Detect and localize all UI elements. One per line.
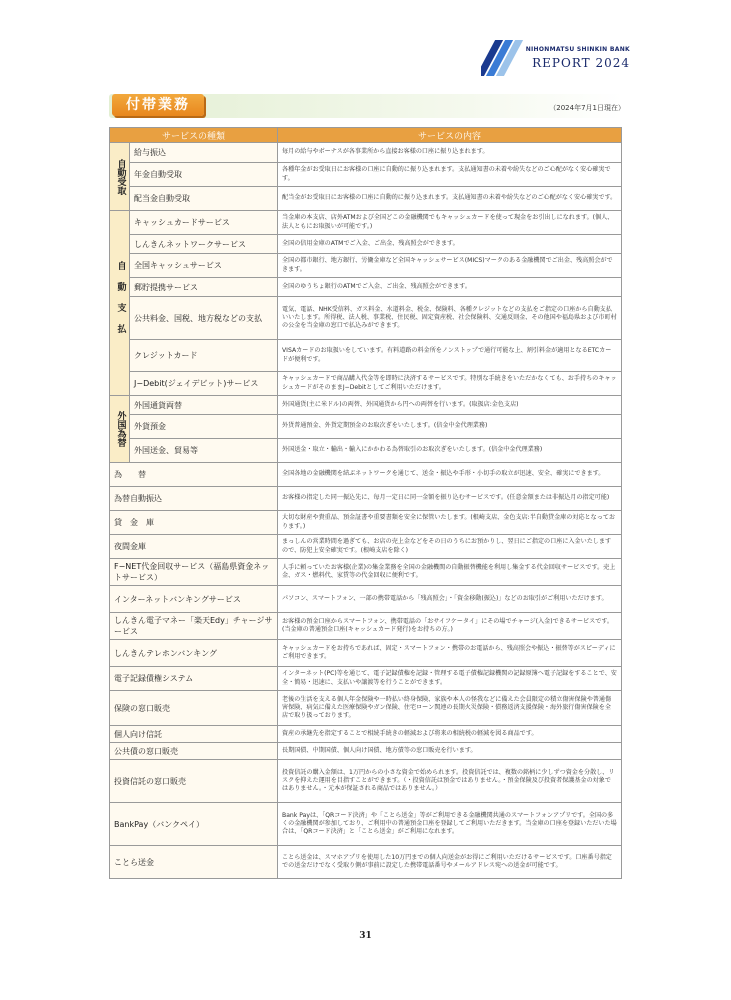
service-description: インターネット(PC)等を通じて、電子記録債権を記録・管理する電子債権記録機関の記録原簿へ電子記録をすることで、安全・簡易・迅速に、支払いや譲渡等を行うことができます。 <box>278 667 622 691</box>
service-description: 老後の生活を支える個人年金保険や一時払い終身保険、家族や本人の怪我などに備えた会員限定の積立傷害保険や普通傷害保険、病気に備えた医療保険やガン保険、住宅ローン関連の長期火災保険・債務返済支援保険・海外旅行傷害保険を全店で取り扱っております。 <box>278 691 622 726</box>
service-description: キャッシュカードで商品購入代金等を即時に決済するサービスです。特別な手続きをいただかなくても、お手持ちのキャッシュカードがそのままJ−Debitとしてご利用いただけます。 <box>278 372 622 396</box>
service-name: F−NET代金回収サービス（福島県資金ネットサービス） <box>110 559 278 586</box>
service-description: キャッシュカードをお持ちであれば、固定・スマートフォン・携帯のお電話から、残高照会や振込・振替等がスピーディにご利用できます。 <box>278 640 622 667</box>
table-row <box>110 640 622 667</box>
service-description: 人手に頼っていたお客様(企業)の集金業務を全国の金融機関の自動振替機能を利用し集金する代金回収サービスです。売上金、ガス・燃料代、家賃等の代金回収に便利です。 <box>278 559 622 586</box>
service-description: パソコン、スマートフォン、一部の携帯電話から「残高照会」・「資金移動(振込)」などのお取引がご利用いただけます。 <box>278 586 622 613</box>
service-description: お客様の預金口座からスマートフォン、携帯電話の「おサイフケータイ」にその場でチャージ(入金)できるサービスです。(当金庫の普通預金口座(キャッシュカード発行)をお持ちの方。) <box>278 613 622 640</box>
service-description: 全国の信用金庫のATMでご入金、ご出金、残高照会ができます。 <box>278 235 622 254</box>
table-row <box>110 846 622 879</box>
service-description: 資産の承継先を指定することで相続手続きの軽減および将来の相続税の軽減を図る商品です。 <box>278 726 622 743</box>
service-name: しんきんテレホンバンキング <box>110 640 278 667</box>
table-row <box>110 691 622 726</box>
table-row <box>110 396 622 415</box>
group-label-payment: 自動支払 <box>110 211 130 396</box>
service-description: 各種年金がお受取日にお客様の口座に自動的に振り込まれます。支払通知書の未着や紛失などのご心配がなく安心確実です。 <box>278 163 622 187</box>
column-header-description: サービスの内容 <box>278 128 622 143</box>
service-description: 全国各地の金融機関を結ぶネットワークを通じて、送金・振込や手形・小切手の取立が迅速、安全、確実にできます。 <box>278 463 622 487</box>
service-name: 投資信託の窓口販売 <box>110 760 278 803</box>
table-row <box>110 439 622 463</box>
service-description: 投資信託の購入金額は、1万円からの小さな資金で始められます。投資信託では、複数の銘柄に少しずつ資金を分散し、リスクを抑えた運用を目指すことができます。（・投資信託は預金ではありません。・預金保険及び投資者保護基金の対象ではありません。・元本が保証される商品ではありません。） <box>278 760 622 803</box>
service-description: 配当金がお受取日にお客様の口座に自動的に振り込まれます。支払通知書の未着や紛失などのご心配がなく安心確実です。 <box>278 187 622 211</box>
table-row <box>110 143 622 163</box>
table-header-row <box>110 128 622 143</box>
service-description: 大切な財産や貴重品、預金証書や重要書類を安全に保管いたします。(根崎支店、金色支店:半自動貸金庫の対応となっております。) <box>278 511 622 535</box>
service-description: まっしんの営業時間を過ぎても、お店の売上金などをその日のうちにお預かりし、翌日にご指定の口座に入金いたしますので、防犯上安全確実です。(根崎支店を除く) <box>278 535 622 559</box>
table-row <box>110 415 622 439</box>
table-row <box>110 278 622 297</box>
service-description: 全国のゆうちょ銀行のATMでご入金、ご出金、残高照会ができます。 <box>278 278 622 297</box>
group-label-auto: 自動受取 <box>110 143 130 211</box>
service-description: 電気、電話、NHK受信料、ガス料金、水道料金、税金、保険料、各種クレジットなどの支払をご指定の口座から自動支払いいたします。所得税、法人税、事業税、住民税、固定資産税、社会保険料、交通反則金、その他国や福島県および市町村の公金を当金庫の窓口で払込みができます。 <box>278 297 622 340</box>
table-row <box>110 803 622 846</box>
service-name: 給与振込 <box>130 143 278 163</box>
service-name: 貸 金 庫 <box>110 511 278 535</box>
service-description: お客様の指定した同一振込先に、毎月一定日に同一金額を振り込むサービスです。(任意金額または非振込月の指定可能) <box>278 487 622 511</box>
service-name: 夜間金庫 <box>110 535 278 559</box>
service-description: 毎月の給与やボーナスが各事業所から直接お客様の口座に振り込まれます。 <box>278 143 622 163</box>
table-row <box>110 535 622 559</box>
service-name: しんきん電子マネー「楽天Edy」チャージサービス <box>110 613 278 640</box>
header-stripe-graphic <box>481 40 529 76</box>
page-number: 31 <box>359 931 372 941</box>
service-description: Bank Payは、「QRコード決済」や「ことら送金」等がご利用できる金融機関共通のスマートフォンアプリです。全国の多くの金融機関が参加しており、ご利用中の普通預金口座を登録してご利用いただきます。当金庫の口座を登録いただいた場合は、「QRコード決済」と「ことら送金」がご利用になれます。 <box>278 803 622 846</box>
service-description: ことら送金は、スマホアプリを使用した10万円までの個人向送金がお得にご利用いただけるサービスです。口座番号指定での送金だけでなく受取り側が事前に設定した携帯電話番号やメールアドレス宛への送金が可能です。 <box>278 846 622 879</box>
table-row <box>110 163 622 187</box>
service-name: 為 替 <box>110 463 278 487</box>
service-name: キャッシュカードサービス <box>130 211 278 235</box>
table-row <box>110 586 622 613</box>
table-row <box>110 463 622 487</box>
service-name: 公共料金、国税、地方税などの支払 <box>130 297 278 340</box>
table-row <box>110 726 622 743</box>
service-name: ことら送金 <box>110 846 278 879</box>
service-name: J−Debit(ジェイデビット)サービス <box>130 372 278 396</box>
group-label-forex: 外国為替 <box>110 396 130 463</box>
service-description: 外貨普通預金、外貨定期預金のお取次ぎをいたします。(信金中金代理業務) <box>278 415 622 439</box>
service-description: 外国通貨(主に米ドル)の両替、外国通貨から円への両替を行います。(取扱店:金色支店) <box>278 396 622 415</box>
service-name: クレジットカード <box>130 340 278 372</box>
service-name: 保険の窓口販売 <box>110 691 278 726</box>
table-row <box>110 297 622 340</box>
table-row <box>110 340 622 372</box>
service-name: 全国キャッシュサービス <box>130 254 278 278</box>
services-table <box>109 127 622 879</box>
table-row <box>110 372 622 396</box>
service-name: 電子記録債権システム <box>110 667 278 691</box>
table-row <box>110 187 622 211</box>
service-name: 外国通貨両替 <box>130 396 278 415</box>
table-row <box>110 743 622 760</box>
service-description: 外国送金・取立・輸出・輸入にかかわる為替取引のお取次ぎをいたします。(信金中金代理業務) <box>278 439 622 463</box>
service-name: 配当金自動受取 <box>130 187 278 211</box>
service-description: 全国の都市銀行、地方銀行、労働金庫など全国キャッシュサービス(MICS)マークのある金融機関でご出金、残高照会ができます。 <box>278 254 622 278</box>
table-row <box>110 760 622 803</box>
service-description: 当金庫の本支店、店外ATMおよび全国どこの金融機関でもキャッシュカードを使って現金をお引出しになれます。(個人、法人ともにお取扱いが可能です。) <box>278 211 622 235</box>
service-name: 年金自動受取 <box>130 163 278 187</box>
service-name: 外貨預金 <box>130 415 278 439</box>
table-row <box>110 511 622 535</box>
table-row <box>110 235 622 254</box>
table-row <box>110 211 622 235</box>
bank-name: NIHONMATSU SHINKIN BANK <box>525 46 630 53</box>
table-row <box>110 559 622 586</box>
report-header <box>481 40 636 76</box>
service-name: 個人向け信託 <box>110 726 278 743</box>
service-name: 為替自動振込 <box>110 487 278 511</box>
date-note: （2024年7月1日現在） <box>549 104 625 112</box>
service-description: VISAカードのお取扱いをしています。有料道路の料金所をノンストップで通行可能な上、割引料金が適用となるETCカードが便利です。 <box>278 340 622 372</box>
section-title: 付帯業務 <box>126 97 190 113</box>
table-row <box>110 487 622 511</box>
table-row <box>110 667 622 691</box>
service-name: しんきんネットワークサービス <box>130 235 278 254</box>
service-name: 外国送金、貿易等 <box>130 439 278 463</box>
service-description: 長期国債、中期国債、個人向け国債、地方債等の窓口販売を行います。 <box>278 743 622 760</box>
service-name: インターネットバンキングサービス <box>110 586 278 613</box>
service-name: BankPay（バンクペイ） <box>110 803 278 846</box>
table-row <box>110 613 622 640</box>
service-name: 郵貯提携サービス <box>130 278 278 297</box>
section-title-box <box>112 94 204 116</box>
column-header-type: サービスの種類 <box>110 128 278 143</box>
report-title: REPORT 2024 <box>532 56 630 70</box>
table-row <box>110 254 622 278</box>
service-name: 公共債の窓口販売 <box>110 743 278 760</box>
